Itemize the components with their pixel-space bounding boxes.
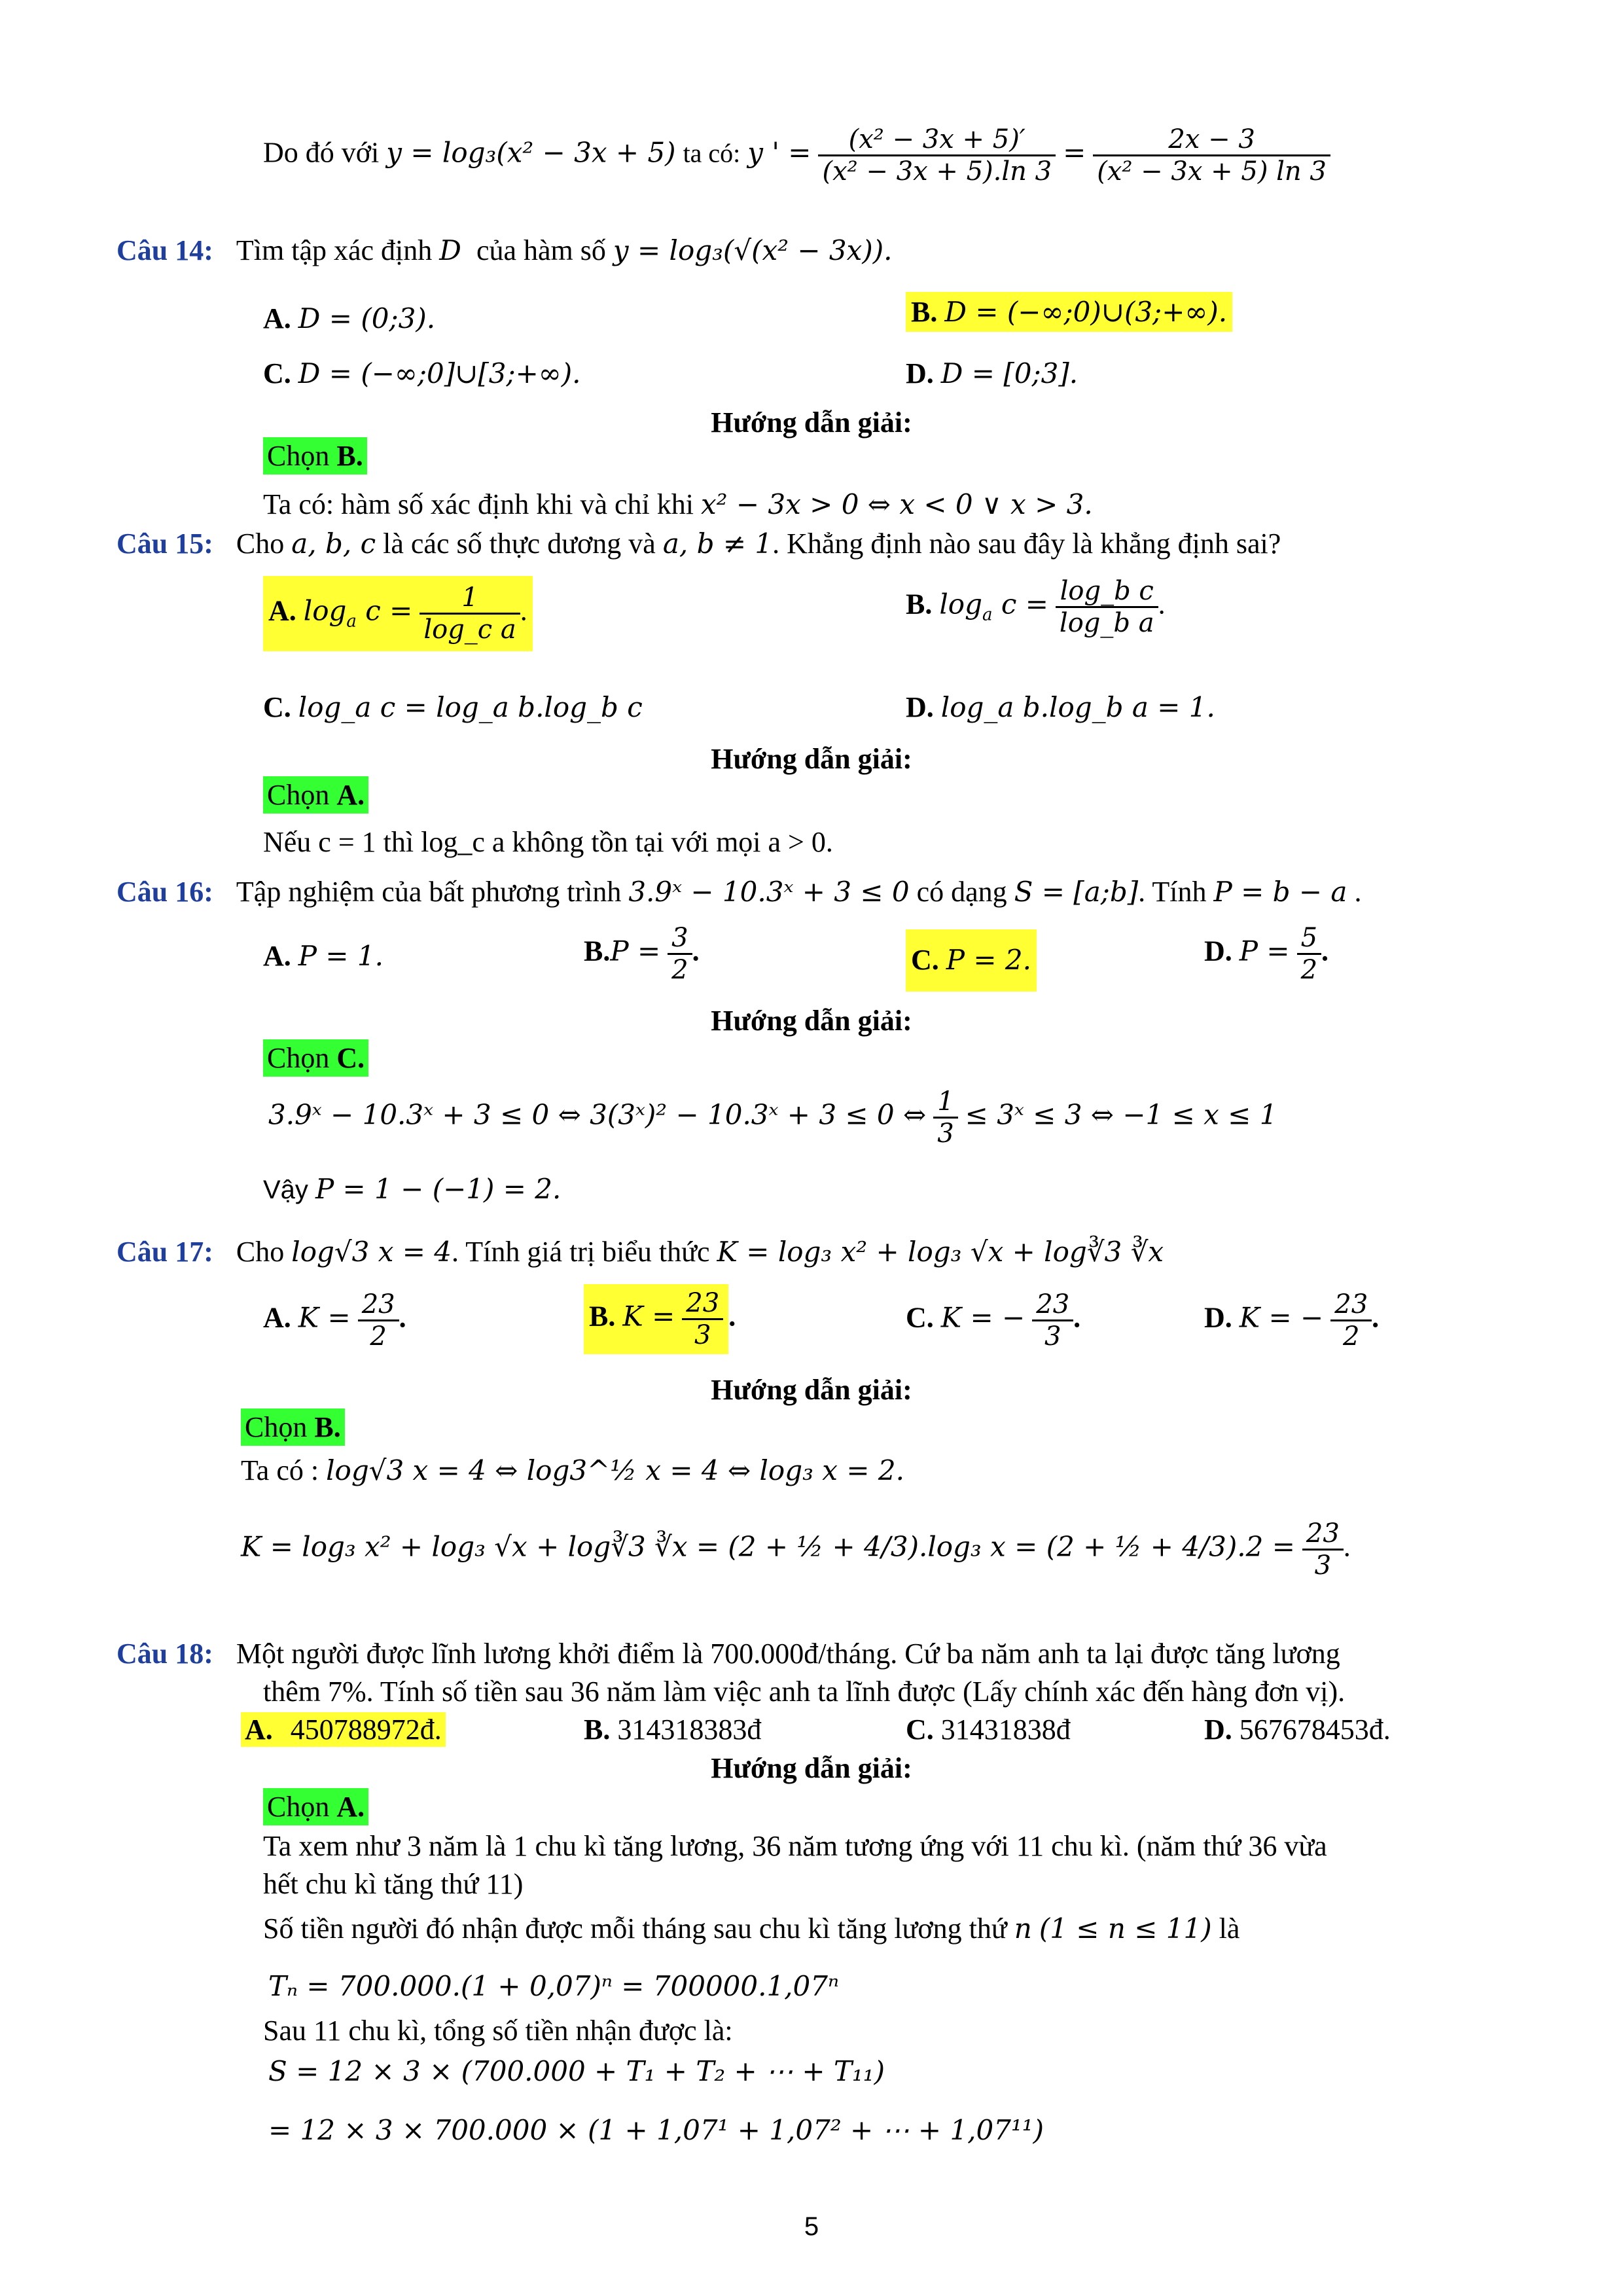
q14-option-d: D. D = [0;3].	[906, 357, 1079, 389]
q14-statement: Câu 14: Tìm tập xác định D của hàm số y = log₃(√(x² − 3x)).	[116, 234, 893, 266]
q17-solution-1: Ta có : log√3 x = 4 ⇔ log3^½ x = 4 ⇔ log₃ x = 2.	[241, 1454, 904, 1486]
q16-solution-1: 3.9ˣ − 10.3ˣ + 3 ≤ 0 ⇔ 3(3ˣ)² − 10.3ˣ + 3 ≤ 0 ⇔ $\frac{1}{3}$ ≤ 3ˣ ≤ 3 ⇔ −1 ≤ x ≤ 1	[268, 1086, 1277, 1149]
q14-solution-heading: Hướng dẫn giải:	[711, 406, 912, 439]
q16-solution-heading: Hướng dẫn giải:	[711, 1005, 912, 1037]
q18-solution-3: Số tiền người đó nhận được mỗi tháng sau chu kì tăng lương thứ n (1 ≤ n ≤ 11) là	[263, 1912, 1240, 1945]
q16-option-b: B.P = $\frac{3}{2}$ .	[584, 923, 700, 985]
q17-solution-2: K = log₃ x² + log₃ √x + log∛3 ∛x = (2 + ½ + 4/3).log₃ x = (2 + ½ + 4/3).2 = $\frac{23}{3}$ .	[241, 1518, 1351, 1581]
q16-solution-2: Vậy P = 1 − (−1) = 2.	[263, 1173, 562, 1205]
intro-fraction-1: $\frac{\text{(x² − 3x + 5)′}}{\text{(x² − 3x + 5).ln 3}}$	[818, 124, 1056, 187]
intro-yprime: y ' =	[747, 136, 812, 169]
q18-choose: Chọn A.	[263, 1791, 368, 1824]
page-number: 5	[804, 2212, 819, 2241]
q18-solution-heading: Hướng dẫn giải:	[711, 1752, 912, 1784]
q15-option-c: C. log_a c = log_a b.log_b c	[263, 691, 643, 723]
q18-solution-5: Sau 11 chu kì, tổng số tiền nhận được là:	[263, 2015, 733, 2047]
q18-option-b: B. 314318383đ	[584, 1713, 762, 1746]
q14-label: Câu 14:	[116, 234, 213, 266]
q15-option-b: B. $\log_a c$ = $\frac{\text{log\_b c}}{\text{log\_b a}}$ .	[906, 576, 1166, 638]
q14-solution: Ta có: hàm số xác định khi và chỉ khi x² − 3x > 0 ⇔ x < 0 ∨ x > 3.	[263, 488, 1093, 520]
q15-option-a: A. $\log_a c$ = $\frac{1}{\text{log\_c a}}$ .	[263, 576, 533, 651]
q18-solution-7: = 12 × 3 × 700.000 × (1 + 1,07¹ + 1,07² + ⋯ + 1,07¹¹)	[268, 2114, 1044, 2146]
q15-option-d: D. log_a b.log_b a = 1.	[906, 691, 1215, 723]
q18-option-c: C. 31431838đ	[906, 1713, 1071, 1746]
q14-choose: Chọn B.	[263, 440, 367, 473]
q18-statement-2: thêm 7%. Tính số tiền sau 36 năm làm việc anh ta lĩnh được (Lấy chính xác đến hàng đơn vị).	[263, 1676, 1346, 1708]
q16-choose: Chọn C.	[263, 1042, 368, 1075]
q17-solution-heading: Hướng dẫn giải:	[711, 1374, 912, 1406]
q18-solution-2: hết chu kì tăng thứ 11)	[263, 1868, 524, 1900]
q15-choose: Chọn A.	[263, 779, 368, 812]
q15-label: Câu 15:	[116, 528, 213, 560]
q17-option-c: C. K = − $\frac{23}{3}$ .	[906, 1289, 1081, 1352]
q17-choose: Chọn B.	[241, 1411, 345, 1444]
q17-statement: Câu 17: Cho log√3 x = 4. Tính giá trị biểu thức K = log₃ x² + log₃ √x + log∛3 ∛x	[116, 1236, 1164, 1268]
q18-statement-1: Câu 18: Một người được lĩnh lương khởi điểm là 700.000đ/tháng. Cứ ba năm anh ta lại được tăng lương	[116, 1638, 1340, 1670]
q15-solution: Nếu c = 1 thì log_c a không tồn tại với mọi a > 0.	[263, 826, 833, 858]
q16-option-a: A. P = 1.	[263, 940, 384, 972]
q18-solution-4: Tₙ = 700.000.(1 + 0,07)ⁿ = 700000.1,07ⁿ	[268, 1970, 839, 2002]
q15-solution-heading: Hướng dẫn giải:	[711, 743, 912, 775]
intro-text: Do đó với	[263, 136, 380, 169]
intro-mid: ta có:	[683, 138, 741, 168]
intro-function: y = log₃(x² − 3x + 5)	[386, 136, 676, 169]
q14-option-a: A. D = (0;3).	[263, 302, 436, 334]
q18-option-a: A. 450788972đ.	[241, 1713, 446, 1747]
q18-solution-1: Ta xem như 3 năm là 1 chu kì tăng lương, 36 năm tương ứng với 11 chu kì. (năm thứ 36 vừa	[263, 1830, 1327, 1862]
q17-option-b: B. K = $\frac{23}{3}$ .	[584, 1284, 736, 1354]
intro-fraction-2: $\frac{2x - 3}{\text{(x² − 3x + 5) ln 3}}$	[1093, 124, 1330, 187]
q15-statement: Câu 15: Cho a, b, c là các số thực dương và a, b ≠ 1. Khẳng định nào sau đây là khẳng định sai?	[116, 528, 1281, 560]
q17-option-d: D. K = − $\frac{23}{2}$ .	[1204, 1289, 1380, 1352]
q14-option-c: C. D = (−∞;0]∪[3;+∞).	[263, 357, 581, 389]
q14-option-b: B. D = (−∞;0)∪(3;+∞).	[906, 296, 1232, 329]
q16-label: Câu 16:	[116, 876, 213, 908]
q16-option-d: D. P = $\frac{5}{2}$ .	[1204, 923, 1329, 985]
q18-solution-6: S = 12 × 3 × (700.000 + T₁ + T₂ + ⋯ + T₁₁)	[268, 2055, 885, 2087]
q18-label: Câu 18:	[116, 1638, 213, 1670]
q17-label: Câu 17:	[116, 1236, 213, 1268]
intro-line: Do đó với y = log₃(x² − 3x + 5) ta có: y ' = $\frac{\text{(x² − 3x + 5)′}}{\text{(x² − 3x + 5).ln 3}}$ = $\frac{2x - 3}{\text{(x² − 3x + 5) ln 3}}$	[263, 124, 1330, 187]
q17-option-a: A. K = $\frac{23}{2}$ .	[263, 1289, 406, 1352]
q18-option-d: D. 567678453đ.	[1204, 1713, 1391, 1746]
q16-statement: Câu 16: Tập nghiệm của bất phương trình 3.9ˣ − 10.3ˣ + 3 ≤ 0 có dạng S = [a;b]. Tính P = b − a .	[116, 876, 1362, 908]
q16-option-c: C. P = 2.	[906, 929, 1037, 992]
